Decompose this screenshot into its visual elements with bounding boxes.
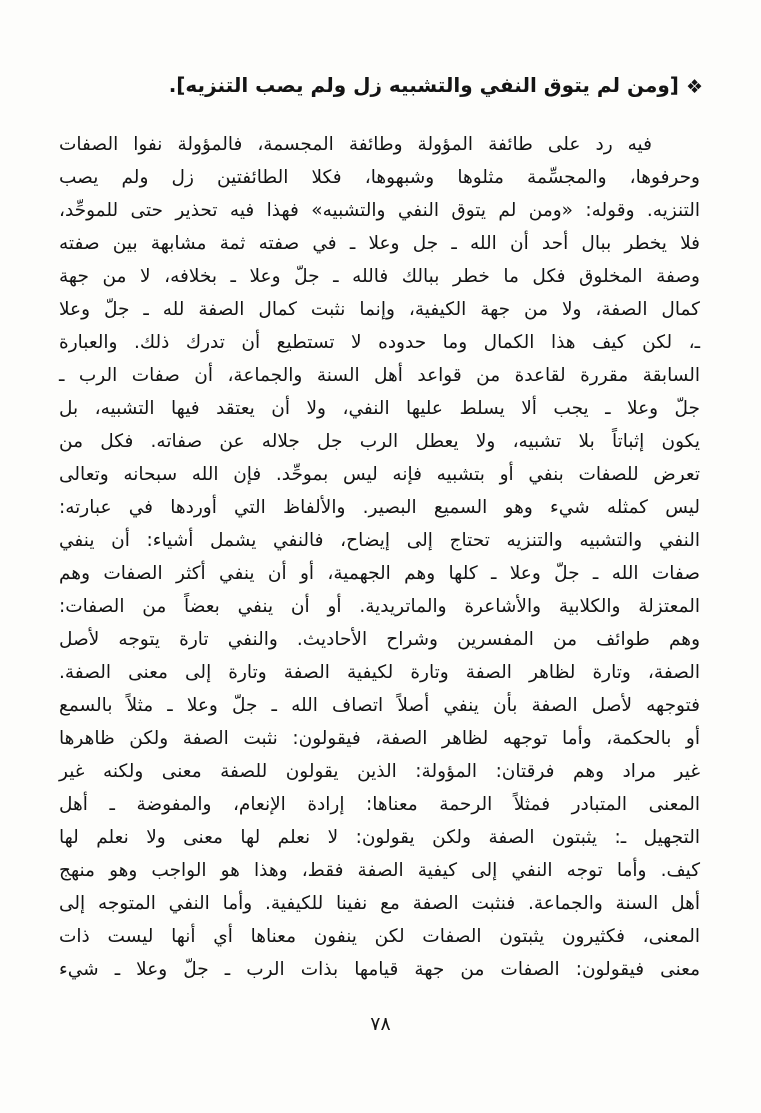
text-line: أو بالحكمة، وأما توجهه لظاهر الصفة، فيقولون: نثبت الصفة ولكن ظاهرها xyxy=(59,728,700,749)
text-line: أهل السنة والجماعة. فنثبت الصفة مع نفينا للكيفية. وأما النفي المتوجه إلى xyxy=(59,893,700,914)
text-line: جلّ وعلا ـ يجب ألا يسلط عليها النفي، ولا أن يعتقد فيها التشبيه، بل xyxy=(59,398,700,419)
text-line: التجهيل ـ: يثبتون الصفة ولكن يقولون: لا نعلم لها معنى ولا نعلم لها xyxy=(59,827,700,848)
text-line: معنى فيقولون: الصفات من جهة قيامها بذات الرب ـ جلّ وعلا ـ شيء xyxy=(59,959,700,980)
text-line: فتوجهه لأصل الصفة بأن ينفي أصلاً اتصاف الله ـ جلّ وعلا ـ مثلاً بالسمع xyxy=(59,695,700,716)
text-line: صفات الله ـ جلّ وعلا ـ كلها وهم الجهمية، أو أن ينفي أكثر الصفات وهم xyxy=(59,563,700,584)
page-number: ٧٨ xyxy=(370,1013,391,1035)
diamond-ornament-icon: ❖ xyxy=(685,76,703,98)
text-line: فلا يخطر ببال أحد أن الله ـ جل وعلا ـ في صفته ثمة مشابهة بين صفته xyxy=(59,233,700,254)
text-line: المعنى المتبادر فمثلاً الرحمة معناها: إرادة الإنعام، والمفوضة ـ أهل xyxy=(59,794,700,815)
text-line: كيف. وأما توجه النفي إلى كيفية الصفة فقط، وهذا هو الواجب وهو منهج xyxy=(59,860,700,881)
text-line: ـ، لكن كيف هذا الكمال وما حدوده لا تستطيع أن تدرك ذلك. والعبارة xyxy=(59,332,700,353)
text-line: المعتزلة والكلابية والأشاعرة والماتريدية. أو أن ينفي بعضاً من الصفات: xyxy=(59,596,700,617)
section-heading-text: [ومن لم يتوق النفي والتشبيه زل ولم يصب التنزيه]. xyxy=(168,73,679,97)
text-line: وحرفوها، والمجسِّمة مثلوها وشبهوها، فكلا الطائفتين زل ولم يصب xyxy=(59,167,700,188)
text-line: الصفة، وتارة لظاهر الصفة وتارة لكيفية الصفة وتارة إلى معنى الصفة. xyxy=(59,662,700,683)
text-line: تعرض للصفات بنفي أو بتشبيه فإنه ليس بموحِّد. فإن الله سبحانه وتعالى xyxy=(59,464,700,485)
text-line: السابقة مقررة لقاعدة من قواعد أهل السنة والجماعة، أن صفات الرب ـ xyxy=(59,365,700,386)
text-line: يكون إثباتاً بلا تشبيه، ولا يعطل الرب جل جلاله عن صفاته. فكل من xyxy=(59,431,700,452)
text-line: فيه رد على طائفة المؤولة وطائفة المجسمة، فالمؤولة نفوا الصفات xyxy=(59,134,652,155)
body-text xyxy=(59,128,700,986)
section-heading xyxy=(70,70,703,101)
text-line: ليس كمثله شيء وهو السميع البصير. والألفاظ التي أوردها في عبارته: xyxy=(59,497,700,518)
text-line: غير مراد وهم فرقتان: المؤولة: الذين يقولون للصفة معنى ولكنه غير xyxy=(59,761,700,782)
text-line: وهم طوائف من المفسرين وشراح الأحاديث. والنفي تارة يتوجه لأصل xyxy=(59,629,700,650)
text-line: المعنى، فكثيرون يثبتون الصفات لكن ينفون معناها أي أنها ليست ذات xyxy=(59,926,700,947)
text-line: التنزيه. وقوله: «ومن لم يتوق النفي والتشبيه» فهذا فيه تحذير حتى للموحِّد، xyxy=(59,200,700,221)
text-line: كمال الصفة، ولا من جهة الكيفية، وإنما نثبت كمال الصفة لله ـ جلّ وعلا xyxy=(59,299,700,320)
text-line: النفي والتشبيه والتنزيه تحتاج إلى إيضاح، فالنفي يشمل أشياء: أن ينفي xyxy=(59,530,700,551)
text-line: وصفة المخلوق فكل ما خطر ببالك فالله ـ جلّ وعلا ـ بخلافه، لا من جهة xyxy=(59,266,700,287)
